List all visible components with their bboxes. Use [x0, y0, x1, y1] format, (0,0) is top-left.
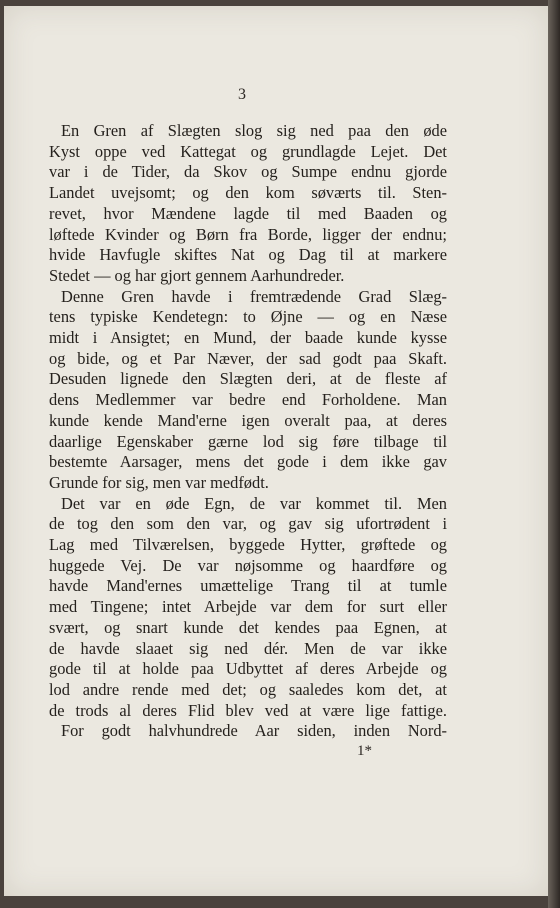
text-line: Denne Gren havde i fremtrædende Grad Slæg-	[61, 286, 447, 306]
text-line: gode til at holde paa Udbyttet af deres Arbejde og	[49, 659, 447, 679]
text-line: Kyst oppe ved Kattegat og grundlagde Lejet. Det	[49, 141, 447, 161]
text-line: Grunde for sig, men var medfødt.	[49, 472, 269, 492]
text-line: tens typiske Kendetegn: to Øjne — og en Næse	[49, 307, 447, 327]
text-line: var i de Tider, da Skov og Sumpe endnu gjorde	[49, 162, 447, 182]
text-line: midt i Ansigtet; en Mund, der baade kunde kysse	[49, 328, 447, 348]
text-line: Stedet — og har gjort gennem Aarhundreder.	[49, 265, 345, 285]
paragraph-1	[49, 121, 447, 287]
page-edge	[548, 0, 560, 908]
text-line: For godt halvhundrede Aar siden, inden Nord-	[61, 721, 447, 741]
paragraph-3	[49, 494, 447, 722]
paragraph-2	[49, 287, 447, 494]
text-line: En Gren af Slægten slog sig ned paa den øde	[61, 121, 447, 140]
text-line: og bide, og et Par Næver, der sad godt paa Skaft.	[49, 348, 447, 368]
text-line: Det var en øde Egn, de var kommet til. Men	[61, 493, 447, 513]
text-line: løftede Kvinder og Børn fra Borde, ligger der endnu;	[49, 224, 447, 244]
text-line: daarlige Egenskaber gærne lod sig føre tilbage til	[49, 431, 447, 451]
text-line: med Tingene; intet Arbejde var dem for surt eller	[49, 597, 447, 617]
text-line: Landet uvejsomt; og den kom søværts til. Sten-	[49, 183, 447, 203]
text-line: hvide Havfugle skiftes Nat og Dag til at markere	[49, 245, 447, 265]
paragraph-4	[49, 721, 447, 742]
page-number: 3	[238, 86, 246, 103]
signature-mark: 1*	[357, 743, 372, 759]
body-text	[49, 121, 447, 742]
text-line: de havde slaaet sig ned dér. Men de var ikke	[49, 638, 447, 658]
text-line: svært, og snart kunde det kendes paa Egnen, at	[49, 617, 447, 637]
text-line: Desuden lignede den Slægten deri, at de fleste af	[49, 369, 447, 389]
text-line: kunde kende Mand'erne igen overalt paa, at deres	[49, 410, 447, 430]
text-line: lod andre rende med det; og saaledes kom det, at	[49, 679, 447, 699]
text-line: bestemte Aarsager, mens det gode i dem ikke gav	[49, 452, 447, 472]
text-line: de trods al deres Flid blev ved at være lige fattige.	[49, 700, 447, 720]
text-line: havde Mand'ernes umættelige Trang til at tumle	[49, 576, 447, 596]
text-line: dens Medlemmer var bedre end Forholdene. Man	[49, 390, 447, 410]
text-line: de tog den som den var, og gav sig ufortrødent i	[49, 514, 447, 534]
text-line: revet, hvor Mændene lagde til med Baaden og	[49, 203, 447, 223]
text-line: Lag med Tilværelsen, byggede Hytter, grøftede og	[49, 535, 447, 555]
text-line: huggede Vej. De var nøjsomme og haardføre og	[49, 555, 447, 575]
